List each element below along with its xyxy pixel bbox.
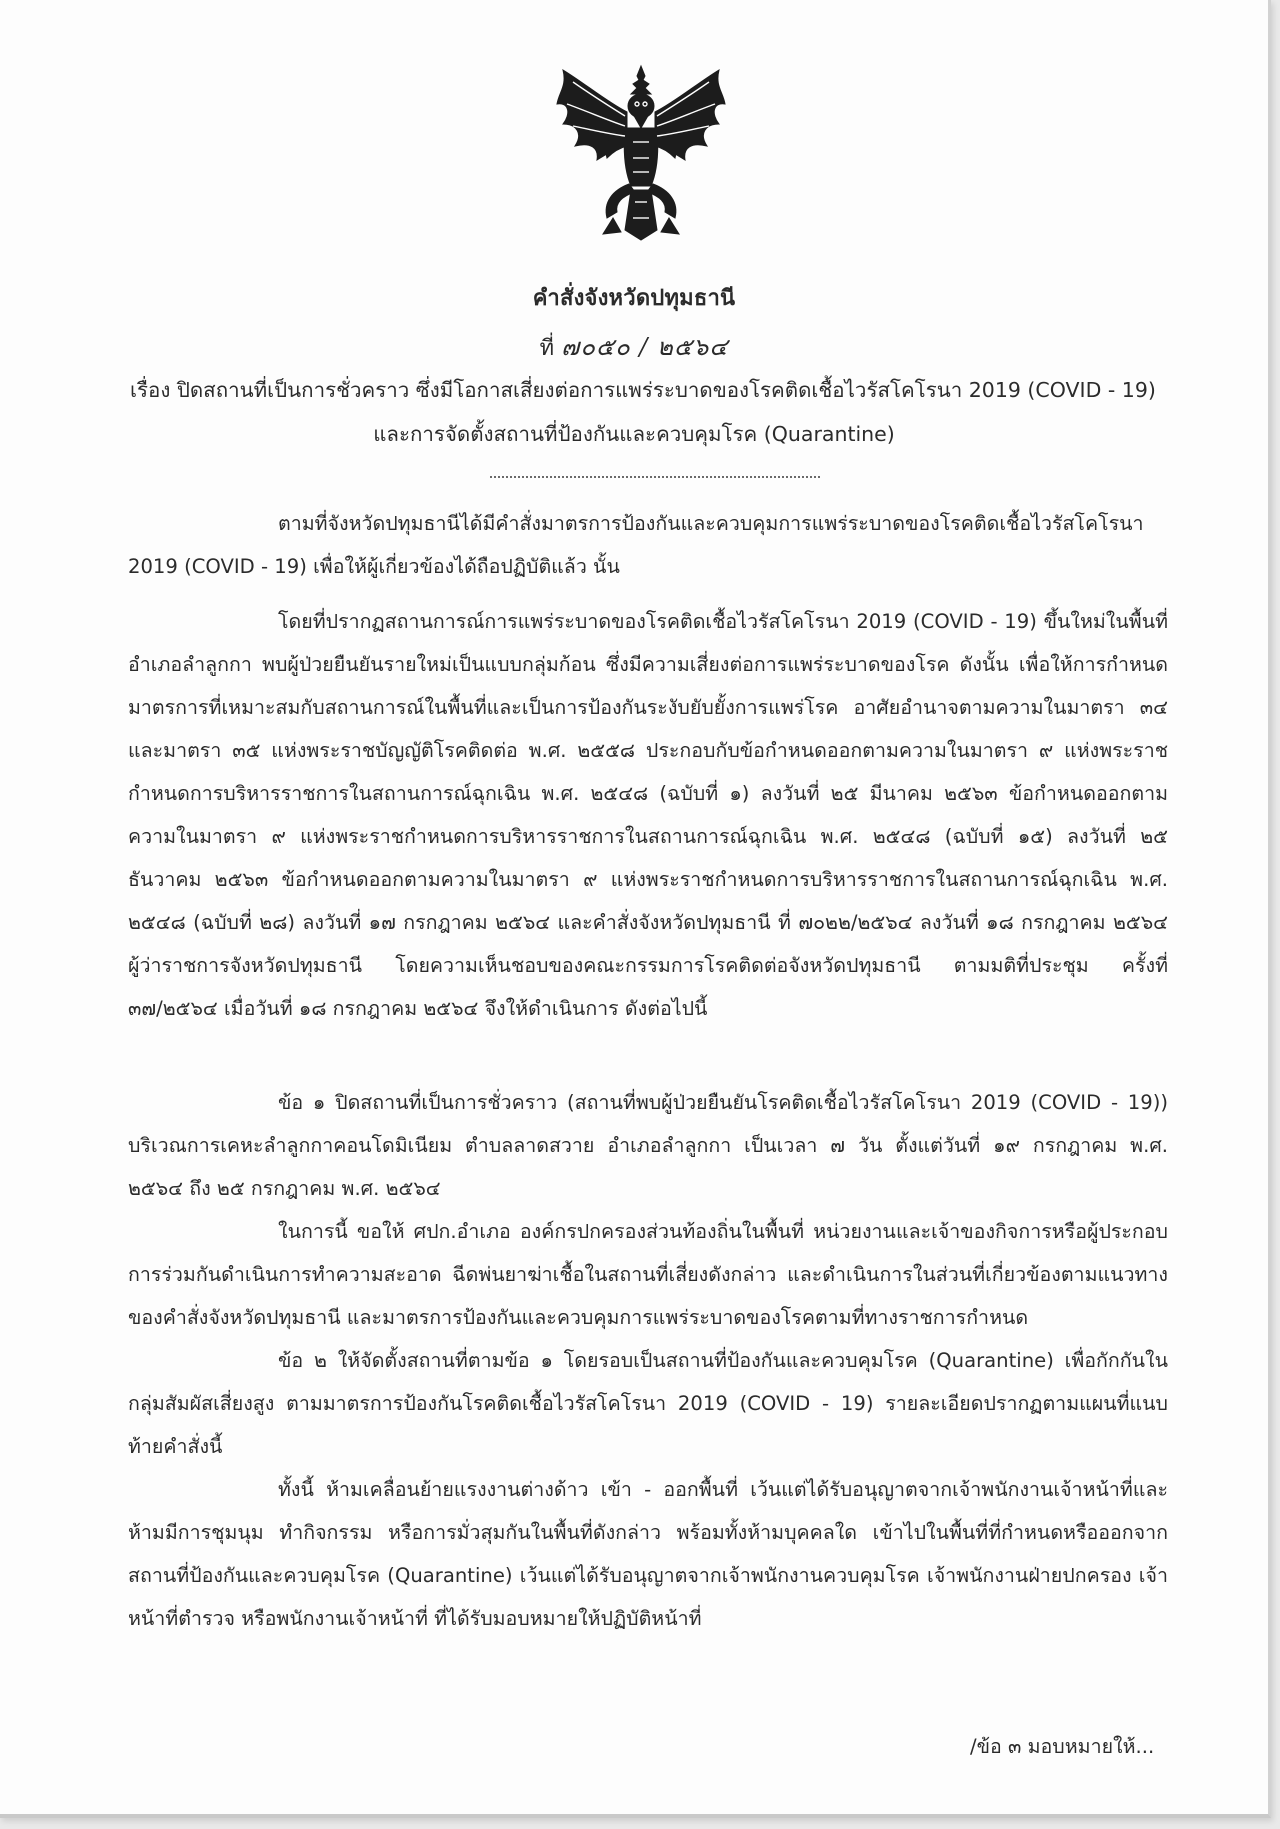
- paragraph-text: ข้อ ๒ ให้จัดตั้งสถานที่ตามข้อ ๑ โดยรอบเป็นสถานที่ป้องกันและควบคุมโรค (Quarantine) เพื่อกักกันในกลุ่มสัมผัสเสี่ยงสูง ตามมาตรการป้องกันโรคติดเชื้อไวรัสโคโรนา 2019 (COVID - 19) รายละเอียดปรากฏตามแผนที่แนบท้ายคำสั่งนี้: [128, 1349, 1168, 1458]
- paragraph-text: ทั้งนี้ ห้ามเคลื่อนย้ายแรงงานต่างด้าว เข้า - ออกพื้นที่ เว้นแต่ได้รับอนุญาตจากเจ้าพนักงานเจ้าหน้าที่และห้ามมีการชุมนุม ทำกิจกรรม หรือการมั่วสุมกันในพื้นที่ดังกล่าว พร้อมทั้งห้ามบุคคลใด เข้าไปในพื้นที่ที่กำหนดหรือออกจากสถานที่ป้องกันและควบคุมโรค (Quarantine) เว้นแต่ได้รับอนุญาตจากเจ้าพนักงานควบคุมโรค เจ้าพนักงานฝ่ายปกครอง เจ้าหน้าที่ตำรวจ หรือพนักงานเจ้าหน้าที่ ที่ได้รับมอบหมายให้ปฏิบัติหน้าที่: [128, 1478, 1168, 1630]
- paragraph-intro: [128, 502, 1168, 588]
- paragraph-clause-2: [128, 1339, 1168, 1468]
- order-number: [0, 327, 1268, 366]
- paragraph-legal-basis: [128, 600, 1168, 1030]
- order-number-value: ๗๐๕๐ / ๒๕๖๔: [561, 333, 729, 361]
- subject-line-2: และการจัดตั้งสถานที่ป้องกันและควบคุมโรค (Quarantine): [373, 422, 895, 446]
- paragraph-text: ตามที่จังหวัดปทุมธานีได้มีคำสั่งมาตรการป้องกันและควบคุมการแพร่ระบาดของโรคติดเชื้อไวรัสโคโรนา 2019 (COVID - 19) เพื่อให้ผู้เกี่ยวข้องได้ถือปฏิบัติแล้ว นั้น: [128, 512, 1144, 578]
- paragraph-restrictions: [128, 1468, 1168, 1640]
- paragraph-text: ในการนี้ ขอให้ ศปก.อำเภอ องค์กรปกครองส่วนท้องถิ่นในพื้นที่ หน่วยงานและเจ้าของกิจการหรือผู้ประกอบการร่วมกันดำเนินการทำความสะอาด ฉีดพ่นยาฆ่าเชื้อในสถานที่เสี่ยงดังกล่าว และดำเนินการในส่วนที่เกี่ยวข้องตามแนวทางของคำสั่งจังหวัดปทุมธานี และมาตรการป้องกันและควบคุมการแพร่ระบาดของโรคตามที่ทางราชการกำหนด: [128, 1220, 1168, 1329]
- paragraph-clause-1: [128, 1081, 1168, 1210]
- order-number-prefix: ที่: [539, 336, 555, 361]
- paragraph-text: ข้อ ๑ ปิดสถานที่เป็นการชั่วคราว (สถานที่พบผู้ป่วยยืนยันโรคติดเชื้อไวรัสโคโรนา 2019 (COVID - 19)) บริเวณการเคหะลำลูกกาคอนโดมิเนียม ตำบลลาดสวาย อำเภอลำลูกกา เป็นเวลา ๗ วัน ตั้งแต่วันที่ ๑๙ กรกฎาคม พ.ศ. ๒๕๖๔ ถึง ๒๕ กรกฎาคม พ.ศ. ๒๕๖๔: [128, 1091, 1168, 1200]
- paragraph-text: โดยที่ปรากฏสถานการณ์การแพร่ระบาดของโรคติดเชื้อไวรัสโคโรนา 2019 (COVID - 19) ขึ้นใหม่ในพื้นที่อำเภอลำลูกกา พบผู้ป่วยยืนยันรายใหม่เป็นแบบกลุ่มก้อน ซึ่งมีความเสี่ยงต่อการแพร่ระบาดของโรค ดังนั้น เพื่อให้การกำหนดมาตรการที่เหมาะสมกับสถานการณ์ในพื้นที่และเป็นการป้องกันระงับยับยั้งการแพร่โรค อาศัยอำนาจตามความในมาตรา ๓๔ และมาตรา ๓๕ แห่งพระราชบัญญัติโรคติดต่อ พ.ศ. ๒๕๕๘ ประกอบกับข้อกำหนดออกตามความในมาตรา ๙ แห่งพระราชกำหนดการบริหารราชการในสถานการณ์ฉุกเฉิน พ.ศ. ๒๕๔๘ (ฉบับที่ ๑) ลงวันที่ ๒๕ มีนาคม ๒๕๖๓ ข้อกำหนดออกตามความในมาตรา ๙ แห่งพระราชกำหนดการบริหารราชการในสถานการณ์ฉุกเฉิน พ.ศ. ๒๕๔๘ (ฉบับที่ ๑๕) ลงวันที่ ๒๕ ธันวาคม ๒๕๖๓ ข้อกำหนดออกตามความในมาตรา ๙ แห่งพระราชกำหนดการบริหารราชการในสถานการณ์ฉุกเฉิน พ.ศ. ๒๕๔๘ (ฉบับที่ ๒๘) ลงวันที่ ๑๗ กรกฎาคม ๒๕๖๔ และคำสั่งจังหวัดปทุมธานี ที่ ๗๐๒๒/๒๕๖๔ ลงวันที่ ๑๘ กรกฎาคม ๒๕๖๔ ผู้ว่าราชการจังหวัดปทุมธานี โดยความเห็นชอบของคณะกรรมการโรคติดต่อจังหวัดปทุมธานี ตามมติที่ประชุม ครั้งที่ ๓๗/๒๕๖๔ เมื่อวันที่ ๑๘ กรกฎาคม ๒๕๖๔ จึงให้ดำเนินการ ดังต่อไปนี้: [128, 610, 1168, 1020]
- continuation-note: /ข้อ ๓ มอบหมายให้...: [970, 1735, 1155, 1758]
- paragraph-cleaning: [128, 1210, 1168, 1339]
- garuda-emblem-icon: [553, 62, 729, 242]
- dotted-separator: [490, 476, 820, 478]
- subject-line-1: เรื่อง ปิดสถานที่เป็นการชั่วคราว ซึ่งมีโอกาสเสี่ยงต่อการแพร่ระบาดของโรคติดเชื้อไวรัสโคโรนา 2019 (COVID - 19): [130, 378, 1156, 402]
- order-heading: คำสั่งจังหวัดปทุมธานี: [532, 286, 736, 311]
